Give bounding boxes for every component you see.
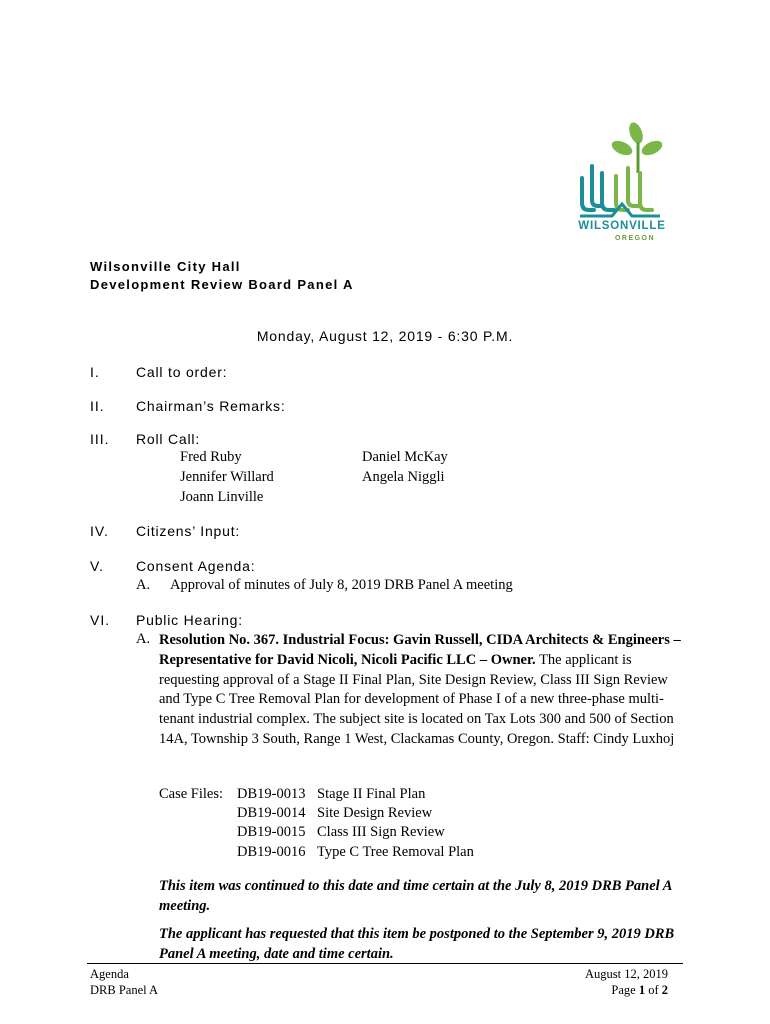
meeting-date: Monday, August 12, 2019 - 6:30 P.M. bbox=[256, 328, 514, 344]
resolution-paragraph bbox=[159, 631, 689, 750]
agenda-item-label: Roll Call: bbox=[136, 431, 201, 447]
agenda-number: VI. bbox=[90, 612, 111, 628]
case-file-id: DB19-0015 bbox=[237, 824, 306, 840]
footer-left-1: Agenda bbox=[90, 967, 129, 981]
sub-item-letter: A. bbox=[136, 631, 151, 647]
page-of: of bbox=[645, 983, 662, 997]
agenda-number: III. bbox=[90, 431, 110, 447]
agenda-item-label: Consent Agenda: bbox=[136, 558, 256, 574]
roll-call-name: Angela Niggli bbox=[362, 469, 445, 485]
agenda-item-label: Call to order: bbox=[136, 364, 228, 380]
case-file-id: DB19-0014 bbox=[237, 805, 306, 821]
header-line-1: Wilsonville City Hall bbox=[90, 259, 241, 274]
agenda-item-label: Chairman’s Remarks: bbox=[136, 398, 286, 414]
page-prefix: Page bbox=[611, 983, 639, 997]
page-current: 1 bbox=[638, 983, 646, 997]
agenda-number: V. bbox=[90, 558, 104, 574]
agenda-number: IV. bbox=[90, 523, 109, 539]
roll-call-name: Daniel McKay bbox=[362, 449, 448, 465]
footer-left-2: DRB Panel A bbox=[90, 983, 159, 997]
case-file-desc: Class III Sign Review bbox=[317, 824, 445, 840]
footer-date: August 12, 2019 bbox=[585, 967, 668, 981]
agenda-number: II. bbox=[90, 398, 105, 414]
roll-call-name: Fred Ruby bbox=[180, 449, 242, 465]
agenda-item-label: Citizens’ Input: bbox=[136, 523, 241, 539]
resolution-title: Resolution No. 367. Industrial Focus: Gavin Russell, CIDA Architects & Engineers – Representative for David Nicoli, Nicoli Pacific LLC – Owner. bbox=[159, 632, 681, 668]
agenda-item-label: Public Hearing: bbox=[136, 612, 243, 628]
roll-call-name: Jennifer Willard bbox=[180, 469, 274, 485]
header-line-2: Development Review Board Panel A bbox=[90, 277, 354, 292]
footer-page-number bbox=[611, 983, 668, 998]
case-file-desc: Type C Tree Removal Plan bbox=[317, 844, 474, 860]
case-files-label: Case Files: bbox=[159, 786, 224, 802]
case-file-desc: Stage II Final Plan bbox=[317, 786, 426, 802]
postponement-note: The applicant has requested that this item be postponed to the September 9, 2019 DRB Panel A meeting, date and time certain. bbox=[159, 926, 675, 962]
logo-wordmark: WILSONVILLE bbox=[578, 220, 666, 232]
case-file-id: DB19-0016 bbox=[237, 844, 306, 860]
footer-divider bbox=[87, 963, 683, 964]
case-file-desc: Site Design Review bbox=[317, 805, 433, 821]
roll-call-name: Joann Linville bbox=[180, 489, 264, 505]
sub-item-letter: A. bbox=[136, 577, 151, 593]
case-file-id: DB19-0013 bbox=[237, 786, 306, 802]
resolution-description: The applicant is requesting approval of a Stage II Final Plan, Site Design Review, Class III Sign Review and Type C Tree Removal Plan for development of Phase I of a new three-phase multi-tenant industrial complex. The subject site is located on Tax Lots 300 and 500 of Section 14A, Township 3 South, Range 1 West, Clackamas County, Oregon. Staff: Cindy Luxhoj bbox=[159, 651, 675, 747]
agenda-number: I. bbox=[90, 364, 100, 380]
page-total: 2 bbox=[661, 983, 668, 997]
logo-subtitle: OREGON bbox=[614, 235, 656, 242]
continuation-note: This item was continued to this date and time certain at the July 8, 2019 DRB Panel A meeting. bbox=[159, 878, 672, 914]
sub-item-text: Approval of minutes of July 8, 2019 DRB Panel A meeting bbox=[170, 577, 513, 593]
